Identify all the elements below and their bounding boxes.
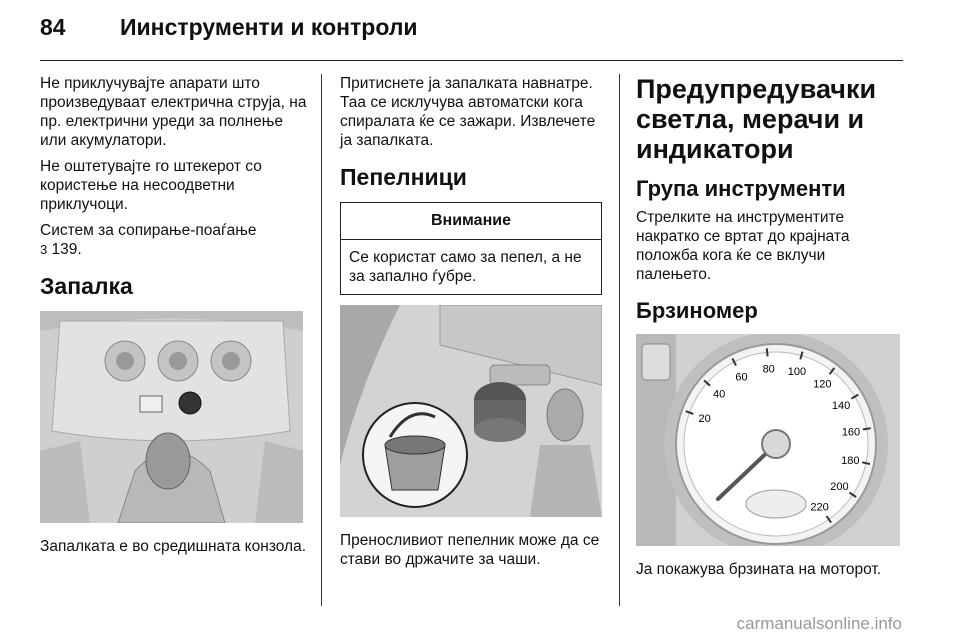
section-heading-warning-lights: Предупредувачки светла, мерачи и индикатори [636,74,877,164]
page-header [40,14,920,54]
speed-label: 60 [735,371,748,384]
paragraph: Стрелките на инструментите накратко се вртат до крајната положба кога ќе се вклучи палењето. [636,209,850,283]
page-reference-link[interactable]: 139. [51,241,82,258]
cigarette-lighter-image [40,311,303,523]
figure-caption: Преносливиот пепелник може да се стави во држачите за чаши. [340,532,600,568]
paragraph: Не приклучувајте апарати што произведуваат електрична струја, на пр. електрични уреди за полнење или акумулатори. [40,75,307,149]
speed-label: 220 [810,501,829,514]
speed-tick [863,428,871,429]
speed-tick [767,348,768,356]
paragraph: Притиснете ја запалката навнатре. Таа се исклучува автоматски кога спиралата ќе се зажари. Извлечете ја запалката. [340,75,596,149]
header-rule [40,60,903,61]
reference-arrow-icon: 3 [40,242,48,257]
speed-label: 40 [712,388,726,401]
speed-label: 140 [831,399,851,412]
speedometer-image [636,334,900,546]
warning-text: Се користат само за пепел, а не за запално ѓубре. [349,249,582,285]
speed-label: 120 [813,378,832,391]
speed-label: 200 [830,480,849,493]
ashtray-image [340,305,602,517]
speed-label: 80 [762,363,775,376]
page-number: 84 [40,14,66,40]
paragraph: Не оштетувајте го штекерот со користење на несоодветни приклучоци. [40,158,262,213]
paragraph [40,221,308,259]
speed-label: 100 [787,365,807,378]
subheading-instrument-cluster: Група инструменти [636,176,846,201]
chapter-title: Иинструменти и контроли [120,14,418,40]
speed-label: 20 [698,413,711,425]
column-left [40,74,308,563]
paragraph-text: Систем за сопирање-поаѓање [40,222,257,239]
section-heading-lighter: Запалка [40,273,133,299]
subheading-speedometer: Брзиномер [636,298,758,323]
speed-label: 180 [841,454,860,467]
figure-caption: Запалката е во средишната конзола. [40,538,307,555]
column-right [636,74,904,586]
figure-caption: Ја покажува брзината на моторот. [636,561,882,578]
column-divider [619,74,620,606]
column-divider [321,74,322,606]
section-heading-ashtrays: Пепелници [340,164,467,190]
speed-label: 160 [841,426,861,439]
watermark: carmanualsonline.info [736,614,902,633]
warning-box [340,202,602,295]
warning-title: Внимание [341,203,601,240]
column-middle [340,74,602,576]
